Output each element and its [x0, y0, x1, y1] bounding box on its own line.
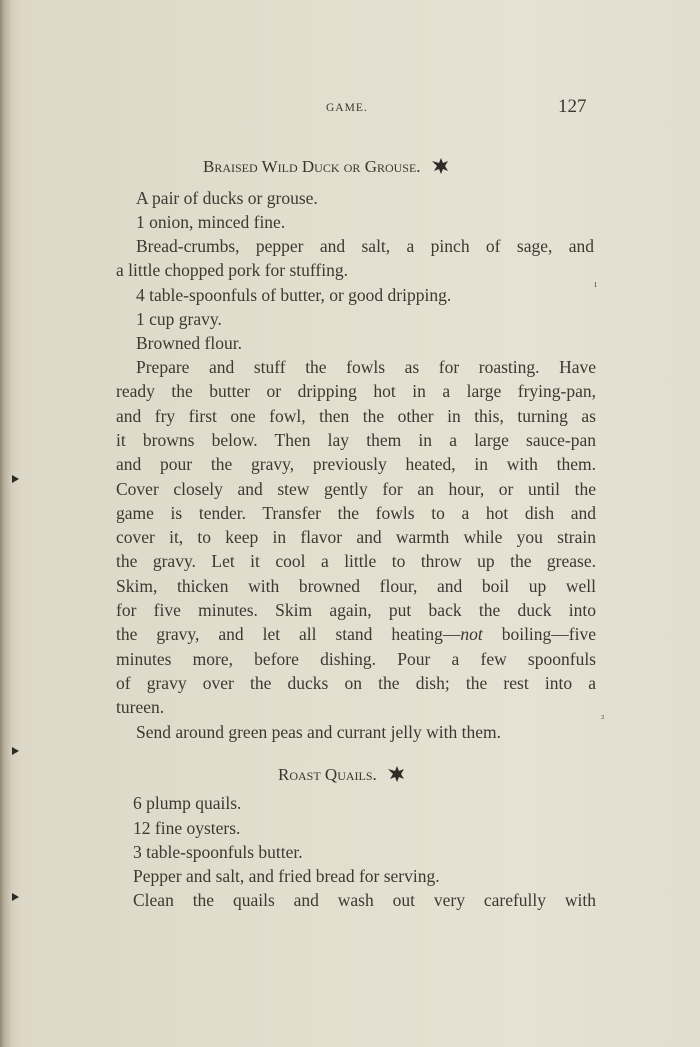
direction-line: for five minutes. Skim again, put back the duck into: [116, 600, 596, 620]
ingredient-line: Bread-crumbs, pepper and salt, a pinch of sage, and: [136, 236, 594, 256]
margin-mark: ı: [594, 278, 598, 290]
emphasis-text: not: [460, 624, 483, 644]
direction-line: [116, 622, 596, 647]
binding-mark: [12, 475, 19, 483]
direction-line: Prepare and stuff the fowls as for roasting. Have: [136, 357, 596, 377]
direction-line: ready the butter or dripping hot in a large frying-pan,: [116, 381, 596, 401]
margin-mark: ²: [601, 713, 605, 725]
recipe-heading: [278, 765, 407, 785]
page-number: 127: [558, 96, 587, 117]
recipe-title: Roast Quails.: [278, 765, 377, 784]
direction-text: the gravy, and let all stand heating—: [116, 624, 461, 644]
ingredient-line: A pair of ducks or grouse.: [136, 188, 318, 208]
ingredient-line: 1 onion, minced fine.: [136, 212, 286, 232]
page-gutter-shadow: [0, 0, 22, 1047]
cross-icon: [387, 765, 407, 783]
direction-line: Cover closely and stew gently for an hour, or until the: [116, 479, 596, 499]
ingredient-line: 12 fine oysters.: [133, 818, 241, 838]
running-head: [0, 96, 700, 120]
ingredient-line: Pepper and salt, and fried bread for serving.: [133, 866, 440, 886]
ingredient-line: 4 table-spoonfuls of butter, or good dripping.: [136, 285, 452, 305]
direction-line: minutes more, before dishing. Pour a few spoonfuls: [116, 649, 596, 669]
recipe-heading: [203, 157, 451, 177]
direction-line: the gravy. Let it cool a little to throw up the grease.: [116, 551, 596, 571]
recipe-title: Braised Wild Duck or Grouse.: [203, 157, 421, 176]
ingredient-line: 1 cup gravy.: [136, 309, 222, 329]
direction-text: boiling—five: [482, 624, 596, 644]
direction-line: game is tender. Transfer the fowls to a hot dish and: [116, 503, 596, 523]
direction-line: and pour the gravy, previously heated, in with them.: [116, 454, 596, 474]
ingredient-line: 3 table-spoonfuls butter.: [133, 842, 303, 862]
ingredient-line: a little chopped pork for stuffing.: [116, 260, 348, 280]
ingredient-line: Browned flour.: [136, 333, 242, 353]
binding-mark: [12, 747, 19, 755]
serving-note: Send around green peas and currant jelly with them.: [136, 722, 501, 742]
direction-line: it browns below. Then lay them in a large sauce-pan: [116, 430, 596, 450]
direction-line: Skim, thicken with browned flour, and boil up well: [116, 576, 596, 596]
ingredient-line: 6 plump quails.: [133, 793, 242, 813]
direction-line: Clean the quails and wash out very carefully with: [133, 890, 596, 910]
direction-line: tureen.: [116, 697, 165, 717]
direction-line: cover it, to keep in flavor and warmth while you strain: [116, 527, 596, 547]
header-title: GAME.: [326, 102, 368, 114]
direction-line: of gravy over the ducks on the dish; the rest into a: [116, 673, 596, 693]
cross-icon: [431, 157, 451, 175]
direction-line: and fry first one fowl, then the other in this, turning as: [116, 406, 596, 426]
binding-mark: [12, 893, 19, 901]
